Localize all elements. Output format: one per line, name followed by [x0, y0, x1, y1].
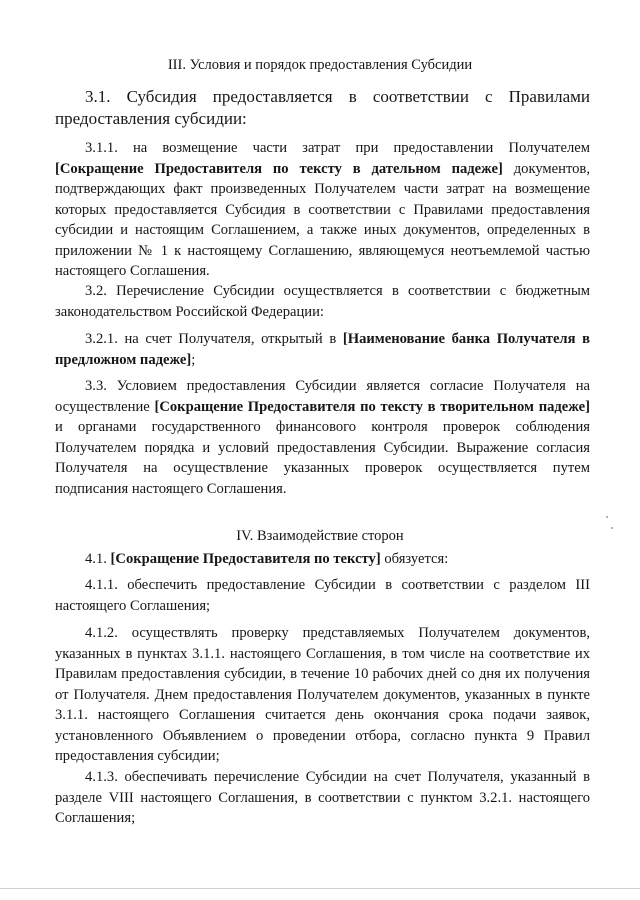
paragraph-3-3-text-a: 3.3. Условием предоставления Субсидии является согласие Получателя на осуществление — [55, 378, 590, 415]
paragraph-3-1-1 — [55, 138, 590, 282]
placeholder-predostavitel: [Сокращение Предоставителя по тексту] — [110, 551, 381, 567]
paragraph-3-3-text-c: и органами государственного финансового контроля проверок соблюдения Получателем порядка и условий предоставления Субсидии. Выражение согласия Получателя на осуществление указанных проверок осуществляется путем подписания настоящего Соглашения. — [55, 419, 590, 497]
section-3-heading: III. Условия и порядок предоставления Субсидии — [167, 57, 473, 73]
paragraph-4-1-1: 4.1.1. обеспечить предоставление Субсидии в соответствии с разделом III настоящего Соглашения; — [55, 577, 590, 614]
section-4-heading: IV. Взаимодействие сторон — [236, 528, 404, 544]
paragraph-4-1-3: 4.1.3. обеспечивать перечисление Субсидии на счет Получателя, указанный в разделе VIII настоящего Соглашения, в соответствии с пунктом 3.2.1. настоящего Соглашения; — [55, 769, 590, 826]
paragraph-4-1-text-c: обязуется: — [384, 551, 449, 567]
placeholder-bank-name-prepositional: [Наименование банка Получателя в предложном падеже] — [55, 331, 591, 368]
paragraph-4-1 — [55, 549, 590, 570]
paragraph-4-1-2: 4.1.2. осуществлять проверку представляемых Получателем документов, указанных в пунктах 3.1.1. настоящего Соглашения, в том числе на соответствие их Правилам предоставления субсидии, в течение 10 рабочих дней со дня их получения от Получателя. Днем предоставления Получателем документов, указанных в пункте 3.1.1. настоящего Соглашения считается день окончания срока подачи заявок, установленного Объявлением о проведении отбора, согласно пункта 9 Правил предоставления субсидии; — [55, 625, 590, 764]
paragraph-3-1-1-text-a: 3.1.1. на возмещение части затрат при предоставлении Получателем — [85, 140, 590, 156]
paragraph-3-3 — [55, 376, 590, 499]
placeholder-predostavitel-instrumental: [Сокращение Предоставителя по тексту в творительном падеже] — [154, 398, 590, 415]
paragraph-3-1: 3.1. Субсидия предоставляется в соответствии с Правилами предоставления субсидии: — [55, 87, 590, 128]
scan-speck — [606, 516, 608, 518]
paragraph-3-2-1 — [55, 329, 590, 370]
paragraph-3-2-1-text-c: ; — [191, 351, 196, 368]
scan-speck — [611, 527, 613, 529]
paragraph-3-2: 3.2. Перечисление Субсидии осуществляется в соответствии с бюджетным законодательством Российской Федерации: — [55, 283, 590, 320]
paragraph-4-1-text-a: 4.1. — [85, 551, 107, 567]
scan-edge-line — [0, 888, 640, 889]
paragraph-3-1-1-text-c: документов, подтверждающих факт произведенных Получателем части затрат на возмещение которых предоставляется Субсидия в соответствии с Правилами предоставления субсидии и настоящим Соглашением, а также иных документов, определенных в приложении № 1 к настоящему Соглашению, являющемуся неотъемлемой частью настоящего Соглашения. — [55, 160, 590, 279]
paragraph-3-2-1-text-a: 3.2.1. на счет Получателя, открытый в — [85, 331, 337, 347]
placeholder-predostavitel-dative: [Сокращение Предоставителя по тексту в дательном падеже] — [55, 160, 503, 177]
